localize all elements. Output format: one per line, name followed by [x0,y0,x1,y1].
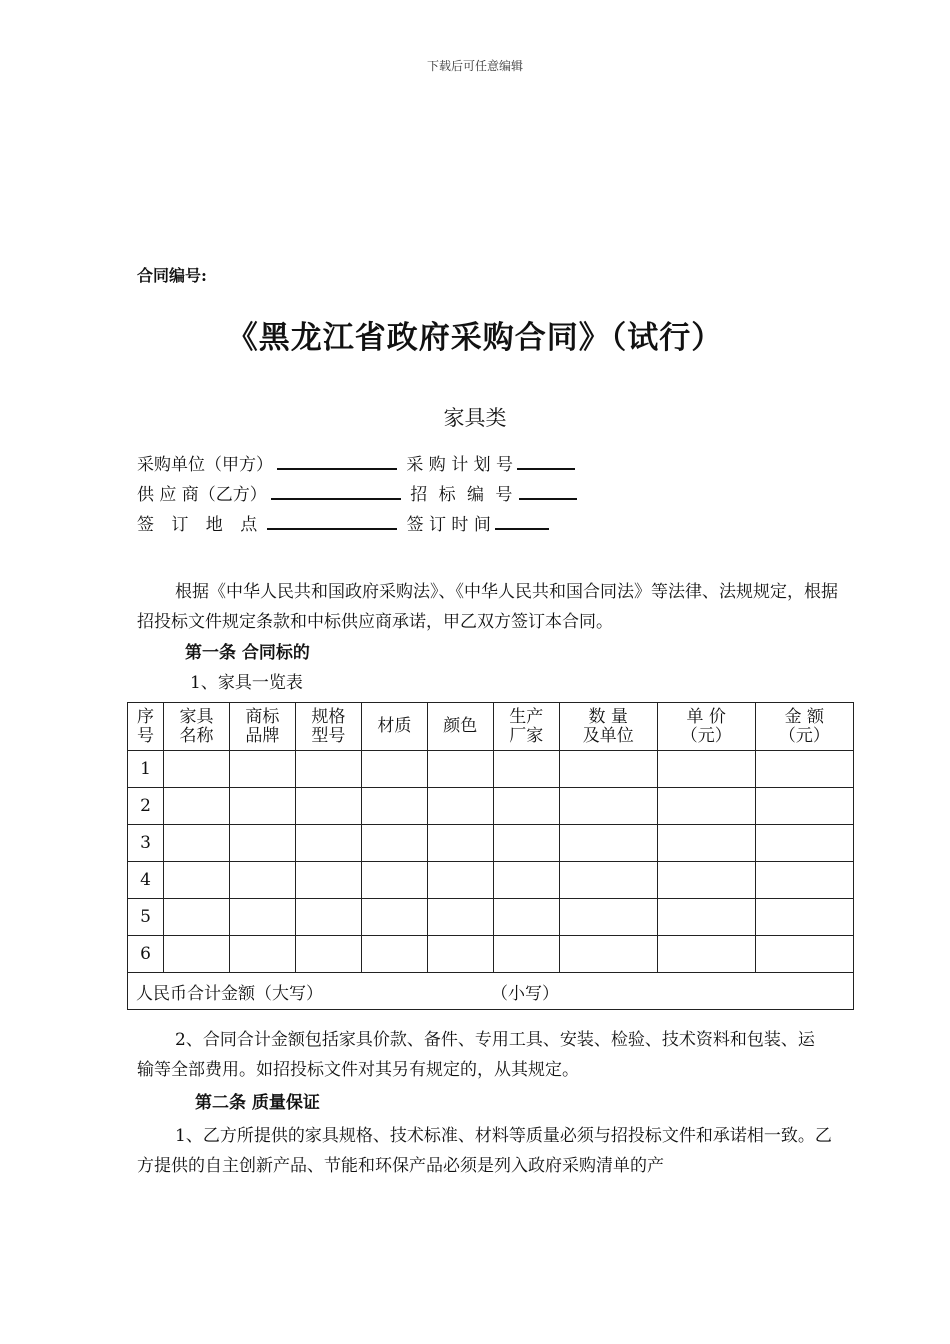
table-row [128,862,854,899]
header-name: 家具 名称 [164,703,230,751]
document-subtitle: 家具类 [443,406,507,430]
header-index: 序 号 [128,703,164,751]
furniture-table [127,702,854,1010]
table-row [128,936,854,973]
header-unit-price: 单 价 （元） [657,703,755,751]
contract-number-label: 合同编号: [137,266,207,285]
header-color: 颜色 [427,703,493,751]
info-row-place [137,510,553,535]
table-row [128,899,854,936]
supplier-label: 供 应 商（乙方） [137,485,267,505]
article2-item1: 1、乙方所提供的家具规格、技术标准、材料等质量必须与招投标文件和承诺相一致。乙方提供的自主创新产品、节能和环保产品必须是列入政府采购清单的产 [137,1126,832,1176]
total-amount-cell [128,973,854,1010]
row-index: 6 [128,936,164,973]
time-blank [495,514,549,530]
bid-number-blank [519,484,577,500]
time-label: 签 订 时 间 [406,515,491,535]
table-row [128,788,854,825]
plan-number-blank [517,454,575,470]
table-total-row [128,973,854,1010]
buyer-label: 采购单位（甲方） [137,455,273,475]
article1-heading: 第一条 合同标的 [185,643,310,663]
row-index: 1 [128,751,164,788]
plan-number-label: 采 购 计 划 号 [406,455,514,475]
row-index: 5 [128,899,164,936]
buyer-blank [277,454,397,470]
intro-paragraph: 根据《中华人民共和国政府采购法》、《中华人民共和国合同法》等法律、法规规定，根据招投标文件规定条款和中标供应商承诺，甲乙双方签订本合同。 [137,582,838,632]
header-spec: 规格 型号 [295,703,361,751]
place-blank [267,514,397,530]
table-row [128,751,854,788]
article2-heading: 第二条 质量保证 [195,1093,320,1113]
bid-number-label: 招 标 编 号 [410,485,516,505]
header-amount: 金 额 （元） [755,703,853,751]
supplier-blank [271,484,401,500]
table-header-row [128,703,854,751]
place-label: 签 订 地 点 [137,515,264,535]
header-note: 下载后可任意编辑 [426,59,523,73]
header-manufacturer: 生产 厂家 [493,703,559,751]
row-index: 3 [128,825,164,862]
row-index: 2 [128,788,164,825]
document-title: 《黑龙江省政府采购合同》（试行） [226,320,724,356]
row-index: 4 [128,862,164,899]
header-brand: 商标 品牌 [229,703,295,751]
article1-item2: 2、合同合计金额包括家具价款、备件、专用工具、安装、检验、技术资料和包装、运输等全部费用。如招投标文件对其另有规定的，从其规定。 [137,1030,815,1080]
total-amount-label: 人民币合计金额（大写） [136,983,323,1004]
table-row [128,825,854,862]
article1-item1: 1、家具一览表 [190,673,303,693]
header-quantity: 数 量 及单位 [559,703,657,751]
info-row-supplier [137,480,581,505]
header-material: 材质 [361,703,427,751]
info-row-buyer [137,450,579,475]
total-small-label: （小写） [491,983,559,1004]
